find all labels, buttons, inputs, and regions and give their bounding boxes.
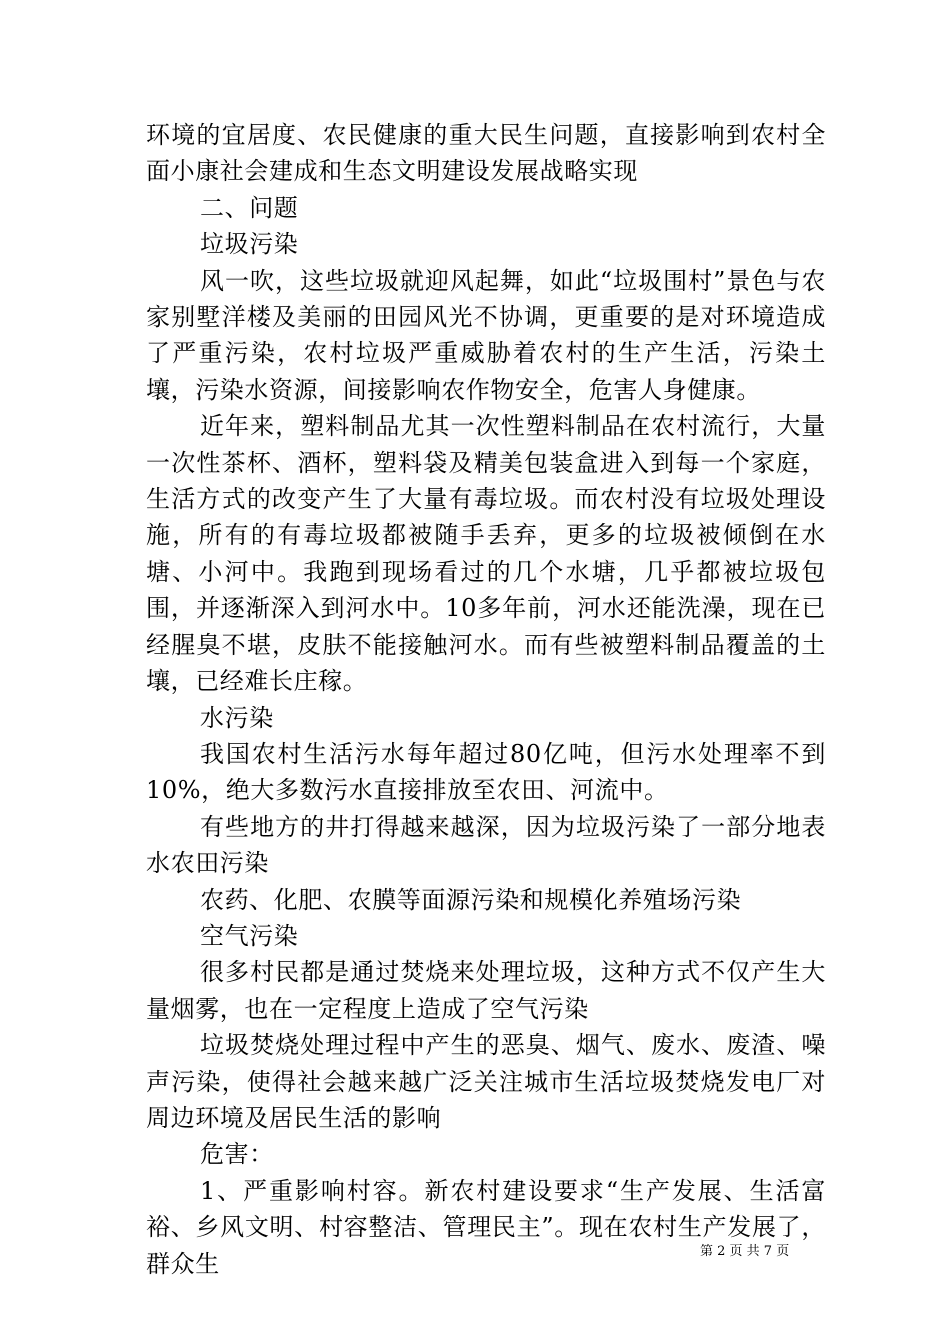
paragraph-incineration: 垃圾焚烧处理过程中产生的恶臭、烟气、废水、废渣、噪声污染，使得社会越来越广泛关注城市生活垃圾焚烧发电厂对周边环境及居民生活的影响: [146, 1031, 826, 1132]
paragraph-burning: 很多村民都是通过焚烧来处理垃圾，这种方式不仅产生大量烟雾，也在一定程度上造成了空气污染: [146, 958, 826, 1023]
paragraph-sewage: 我国农村生活污水每年超过80亿吨，但污水处理率不到10%，绝大多数污水直接排放至农田、河流中。: [146, 739, 826, 805]
section-heading-problems: 二、问题: [200, 193, 299, 222]
paragraph-pesticides: 农药、化肥、农膜等面源污染和规模化养殖场污染: [200, 885, 742, 914]
subheading-harm: 危害：: [200, 1140, 274, 1169]
paragraph-plastic-products: 近年来，塑料制品尤其一次性塑料制品在农村流行，大量一次性茶杯、酒杯，塑料袋及精美包装盒进入到每一个家庭，生活方式的改变产生了大量有毒垃圾。而农村没有垃圾处理设施，所有的有毒垃圾都被随手丢弃，更多的垃圾被倾倒在水塘、小河中。我跑到现场看过的几个水塘，几乎都被垃圾包围，并逐渐深入到河水中。10多年前，河水还能洗澡，现在已经腥臭不堪，皮肤不能接触河水。而有些被塑料制品覆盖的土壤，已经难长庄稼。: [146, 412, 826, 696]
paragraph-garbage-wind: 风一吹，这些垃圾就迎风起舞，如此“垃圾围村”景色与农家别墅洋楼及美丽的田园风光不协调，更重要的是对环境造成了严重污染，农村垃圾严重威胁着农村的生产生活，污染土壤，污染水资源，间接影响农作物安全，危害人身健康。: [146, 266, 826, 404]
paragraph-continuation: 环境的宜居度、农民健康的重大民生问题，直接影响到农村全面小康社会建成和生态文明建设发展战略实现: [146, 121, 826, 186]
document-body: [146, 117, 826, 1282]
page-number-footer: 第 2 页 共 7 页: [700, 1244, 790, 1259]
paragraph-wells: 有些地方的井打得越来越深，因为垃圾污染了一部分地表水农田污染: [146, 812, 826, 878]
paragraph-village-appearance: 1、严重影响村容。新农村建设要求“生产发展、生活富裕、乡风文明、村容整洁、管理民主”。现在农村生产发展了，群众生: [146, 1176, 826, 1278]
subheading-water-pollution: 水污染: [200, 703, 274, 732]
subheading-air-pollution: 空气污染: [200, 921, 299, 950]
subheading-garbage-pollution: 垃圾污染: [200, 230, 299, 259]
